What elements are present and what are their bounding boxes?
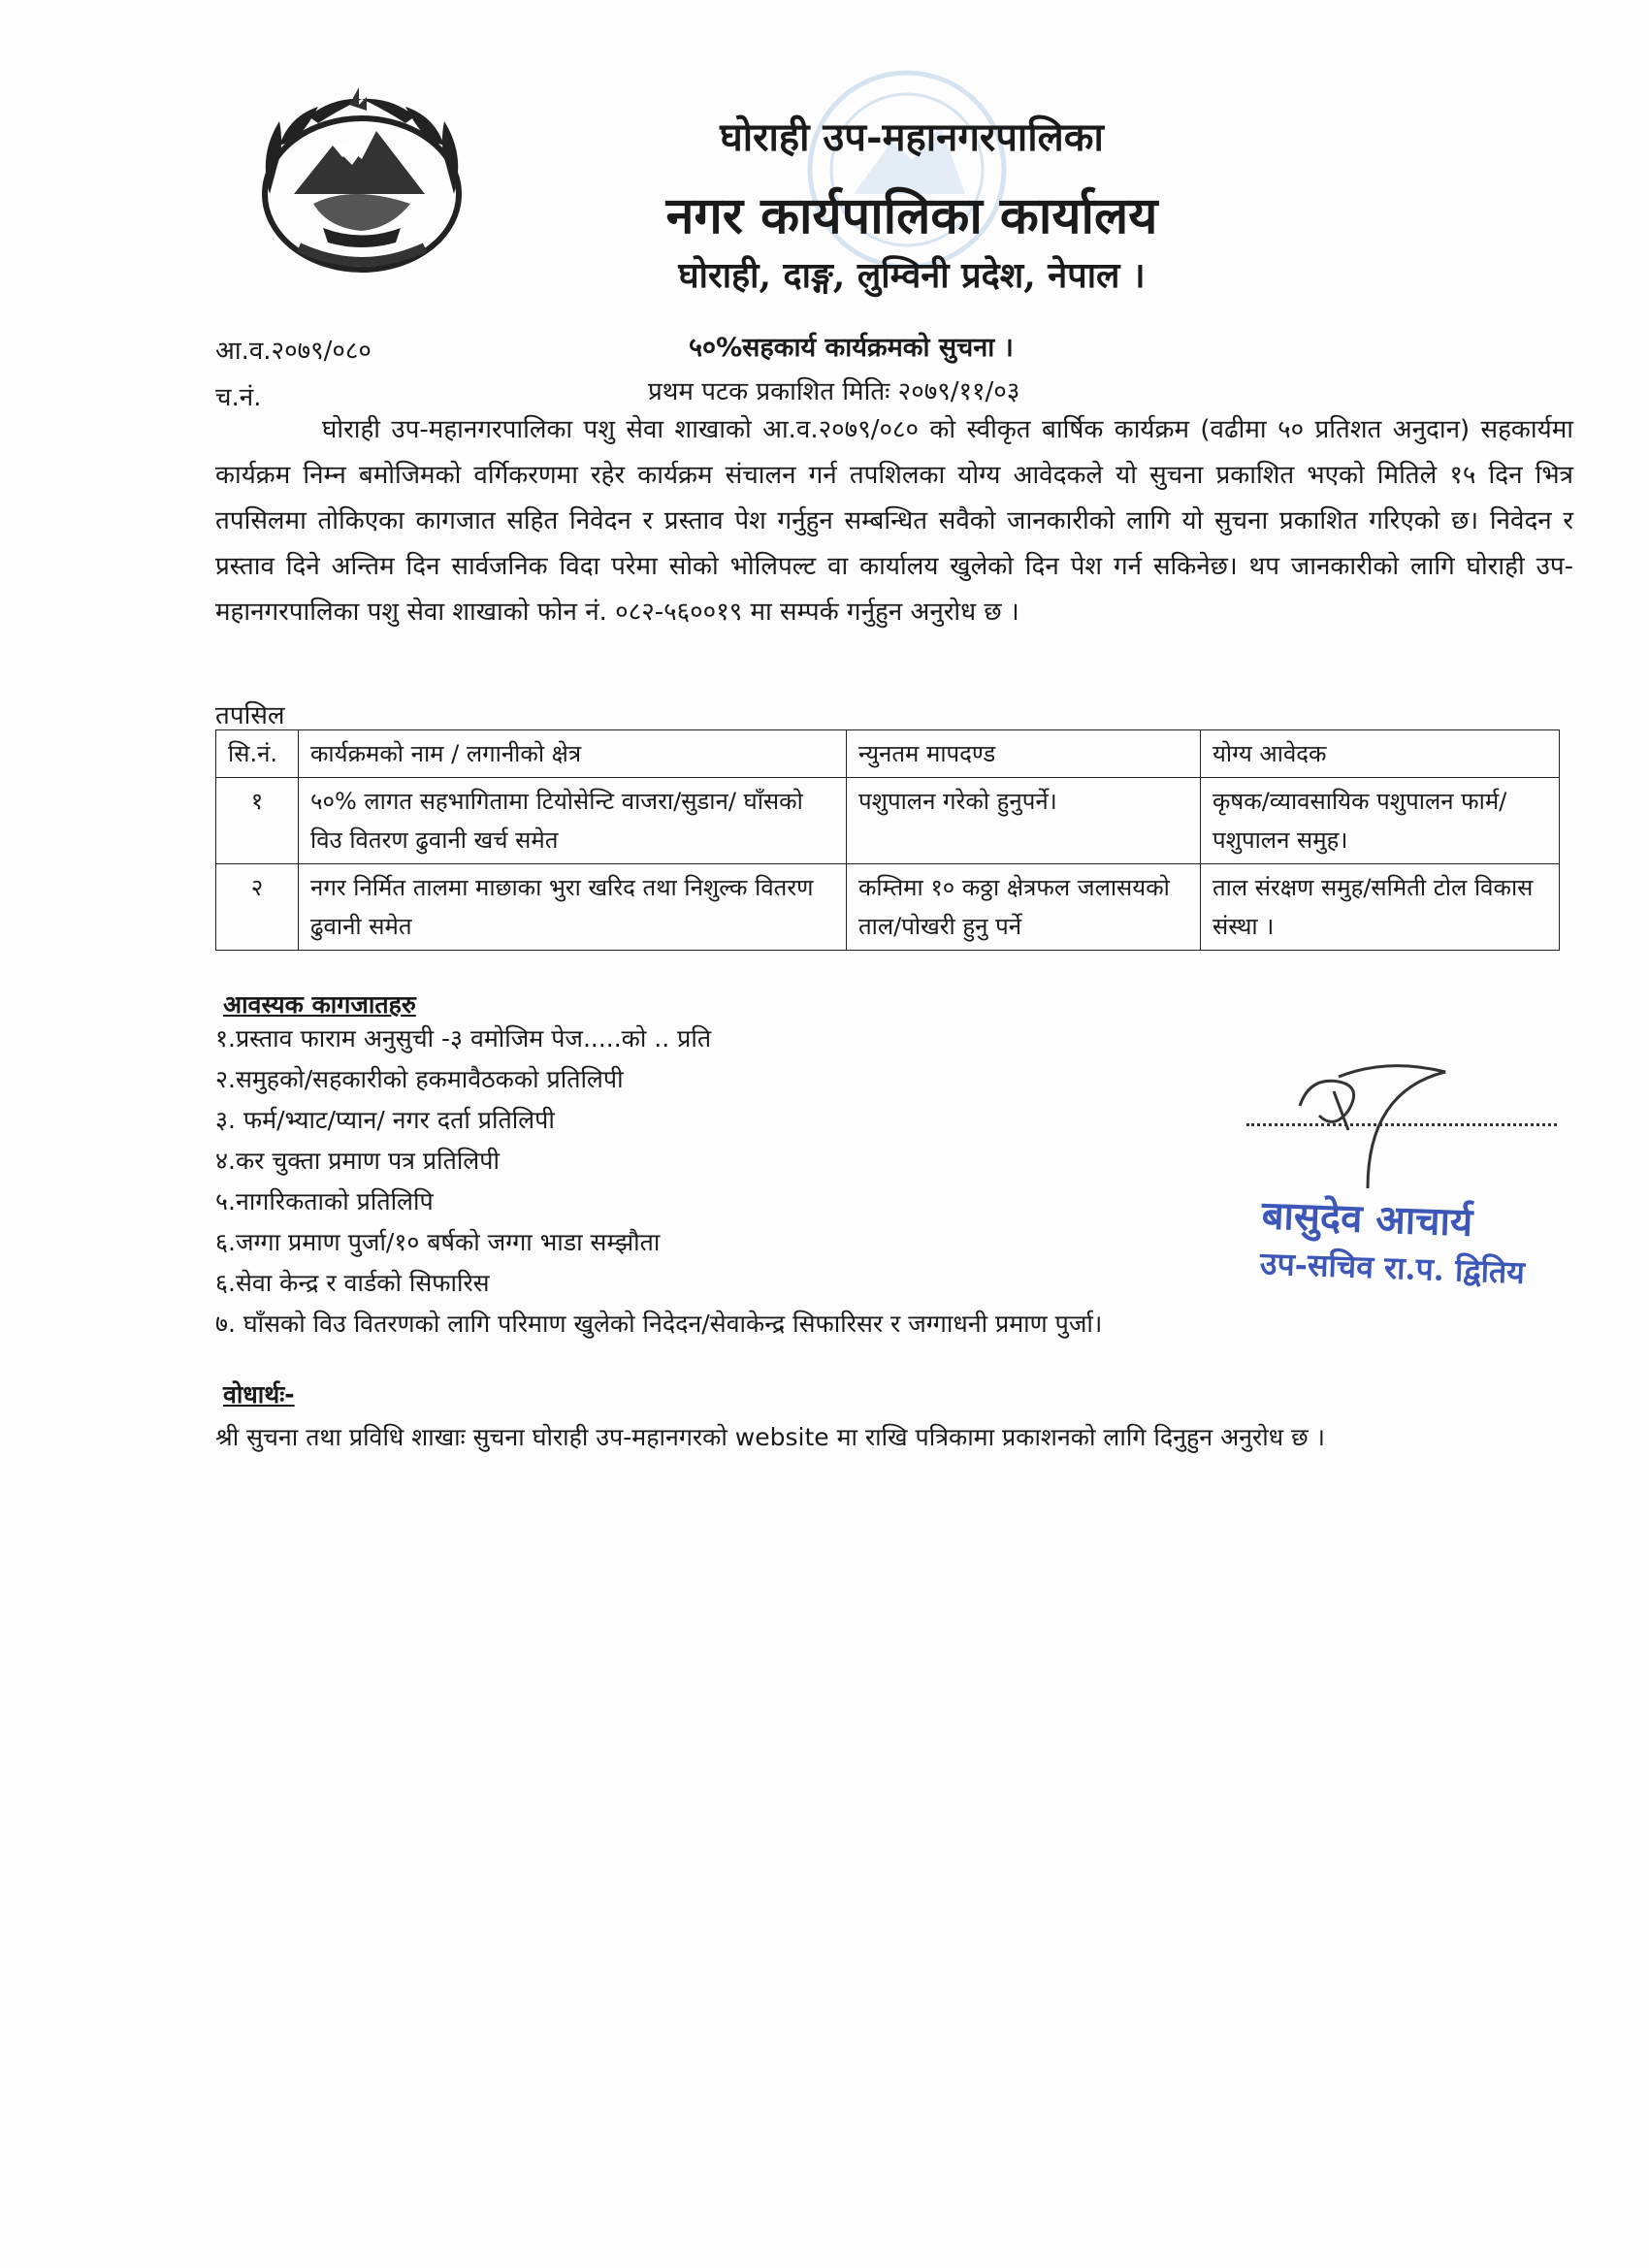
list-item: ६.जग्गा प्रमाण पुर्जा/१० बर्षको जग्गा भाडा सम्झौता — [215, 1228, 661, 1256]
municipality-name: घोराही उप-महानगरपालिका — [720, 114, 1104, 160]
program-schedule-table — [215, 729, 1560, 951]
row-sn: २ — [216, 864, 299, 951]
list-item: २.समुहको/सहकारीको हकमावैठकको प्रतिलिपी — [215, 1065, 624, 1093]
table-header-row — [216, 730, 1560, 778]
list-item: ४.कर चुक्ता प्रमाण पत्र प्रतिलिपी — [215, 1147, 500, 1175]
office-name: नगर कार्यपालिका कार्यालय — [665, 186, 1158, 245]
row-sn: १ — [216, 778, 299, 864]
row-min-criteria: कम्तिमा १० कठ्ठा क्षेत्रफल जलासयको ताल/पोखरी हुनु पर्ने — [847, 864, 1201, 951]
required-documents-heading: आवस्यक कागजातहरु — [223, 990, 416, 1019]
officer-stamp — [1259, 1186, 1527, 1292]
notice-body — [215, 407, 1573, 635]
list-item: ६.सेवा केन्द्र र वार्डको सिफारिस — [215, 1269, 490, 1297]
officer-name: बासुदेव आचार्य — [1260, 1192, 1473, 1246]
required-documents-list — [215, 1019, 1102, 1345]
list-item: १.प्रस्ताव फाराम अनुसुची -३ वमोजिम पेज.....को .. प्रति — [215, 1024, 712, 1053]
cc-heading: वोधार्थः- — [223, 1380, 295, 1409]
list-item: ५.नागरिकताको प्रतिलिपि — [215, 1187, 434, 1215]
row-program-name: ५०% लागत सहभागितामा टियोसेन्टि वाजरा/सुडान/ घाँसको विउ वितरण ढुवानी खर्च समेत — [299, 778, 847, 864]
nepal-emblem-logo — [241, 78, 483, 291]
schedule-label: तपसिल — [215, 701, 285, 730]
reference-number: च.नं. — [215, 383, 262, 412]
header-sn: सि.नं. — [216, 730, 299, 778]
list-item: ७. घाँसको विउ वितरणको लागि परिमाण खुलेको निदेदन/सेवाकेन्द्र सिफारिसर र जग्गाधनी प्रमाण पुर्जा। — [215, 1310, 1103, 1338]
signature-line — [1246, 1123, 1557, 1126]
table-row — [216, 778, 1560, 864]
header-eligible-applicant: योग्य आवेदक — [1201, 730, 1560, 778]
header-min-criteria: न्युनतम मापदण्ड — [847, 730, 1201, 778]
row-eligible-applicant: ताल संरक्षण समुह/समिती टोल विकास संस्था । — [1201, 864, 1560, 951]
notice-title: ५०%सहकार्य कार्यक्रमको सुचना । — [689, 333, 1014, 363]
header-program-name: कार्यक्रमको नाम / लगानीको क्षेत्र — [299, 730, 847, 778]
cc-text: श्री सुचना तथा प्रविधि शाखाः सुचना घोराही उप-महानगरको website मा राखि पत्रिकामा प्रकाशनको लागि दिनुहुन अनुरोध छ । — [215, 1423, 1326, 1451]
row-min-criteria: पशुपालन गरेको हुनुपर्ने। — [847, 778, 1201, 864]
notice-paragraph: घोराही उप-महानगरपालिका पशु सेवा शाखाको आ.व.२०७९/०८० को स्वीकृत बार्षिक कार्यक्रम (वढीमा ५० प्रतिशत अनुदान) सहकार्यमा कार्यक्रम निम्न बमोजिमको वर्गिकरणमा रहेर कार्यक्रम संचालन गर्न तपशिलका योग्य आवेदकले यो सुचना प्रकाशित भएको मितिले १५ दिन भित्र तपसिलमा तोकिएका कागजात सहित निवेदन र प्रस्ताव पेश गर्नुहुन सम्बन्धित सवैको जानकारीको लागि यो सुचना प्रकाशित गरिएको छ। निवेदन र प्रस्ताव दिने अन्तिम दिन सार्वजनिक विदा परेमा सोको भोलिपल्ट वा कार्यालय खुलेको दिन पेश गर्न सकिनेछ। थप जानकारीको लागि घोराही उप-महानगरपालिका पशु सेवा शाखाको फोन नं. ०८२-५६००१९ मा सम्पर्क गर्नुहुन अनुरोध छ । — [215, 415, 1573, 627]
office-address: घोराही, दाङ्ग, लुम्विनी प्रदेश, नेपाल । — [678, 255, 1146, 296]
published-date: प्रथम पटक प्रकाशित मितिः २०७९/११/०३ — [648, 377, 1020, 406]
row-eligible-applicant: कृषक/व्यावसायिक पशुपालन फार्म/पशुपालन समुह। — [1201, 778, 1560, 864]
list-item: ३. फर्म/भ्याट/प्यान/ नगर दर्ता प्रतिलिपी — [215, 1106, 555, 1134]
table-row — [216, 864, 1560, 951]
row-program-name: नगर निर्मित तालमा माछाका भुरा खरिद तथा निशुल्क वितरण ढुवानी समेत — [299, 864, 847, 951]
officer-designation: उप-सचिव रा.प. द्वितिय — [1259, 1245, 1526, 1291]
fiscal-year: आ.व.२०७९/०८० — [215, 337, 372, 366]
